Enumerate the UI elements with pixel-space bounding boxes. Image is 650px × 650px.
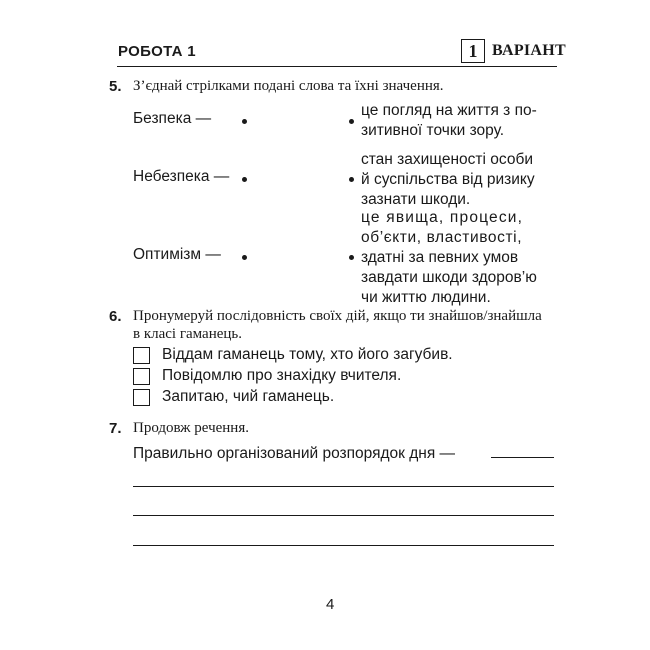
definition-line: чи життю людини.: [361, 289, 491, 306]
task-7-number: 7.: [109, 420, 122, 437]
term-optimism: Оптимізм —: [133, 246, 221, 263]
task-7-prompt: Продовж речення.: [133, 420, 249, 436]
definition-line: зитивної точки зору.: [361, 122, 505, 139]
answer-line[interactable]: [133, 515, 554, 516]
definition-line: й суспільства від ризику: [361, 171, 535, 188]
term-danger: Небезпека —: [133, 168, 230, 185]
definition-line: це погляд на життя з по-: [361, 102, 537, 119]
order-checkbox-3[interactable]: [133, 389, 150, 406]
task-5-number: 5.: [109, 78, 122, 95]
answer-line[interactable]: [133, 545, 554, 546]
order-checkbox-1[interactable]: [133, 347, 150, 364]
definition-line: завдати шкоди здоров’ю: [361, 269, 537, 286]
definition-line: зазнати шкоди.: [361, 191, 471, 208]
option-label: Віддам гаманець тому, хто його загубив.: [162, 346, 453, 363]
task-6-prompt-line-1: Пронумеруй послідовність своїх дій, якщо ти знайшов/знайшла: [133, 308, 542, 324]
task-6-number: 6.: [109, 308, 122, 325]
header-divider: [117, 66, 557, 67]
order-checkbox-2[interactable]: [133, 368, 150, 385]
term-optimism-connector-dot[interactable]: [242, 255, 247, 260]
answer-line-inline[interactable]: [491, 457, 554, 458]
definition-3: [361, 208, 557, 308]
option-label: Запитаю, чий гаманець.: [162, 388, 335, 405]
definition-line: здатні за певних умов: [361, 249, 519, 266]
definition-2: [361, 150, 557, 210]
option-label: Повідомлю про знахідку вчителя.: [162, 367, 402, 384]
sentence-start: Правильно організований розпорядок дня —: [133, 445, 456, 462]
definition-1: [361, 101, 557, 141]
task-6-prompt-line-2: в класі гаманець.: [133, 326, 242, 342]
term-safety: Безпека —: [133, 110, 212, 127]
definition-1-connector-dot[interactable]: [349, 119, 354, 124]
definition-line: стан захищеності особи: [361, 151, 533, 168]
variant-label: ВАРІАНТ: [492, 42, 566, 59]
definition-2-connector-dot[interactable]: [349, 177, 354, 182]
definition-3-connector-dot[interactable]: [349, 255, 354, 260]
term-danger-connector-dot[interactable]: [242, 177, 247, 182]
definition-line: це явища, процеси,: [361, 209, 524, 226]
page-number: 4: [326, 596, 335, 613]
task-5-prompt: З’єднай стрілками подані слова та їхні значення.: [133, 78, 444, 94]
definition-line: об’єкти, властивості,: [361, 229, 523, 246]
variant-number-box: 1: [461, 39, 485, 63]
term-safety-connector-dot[interactable]: [242, 119, 247, 124]
answer-line[interactable]: [133, 486, 554, 487]
work-title: РОБОТА 1: [118, 43, 196, 60]
